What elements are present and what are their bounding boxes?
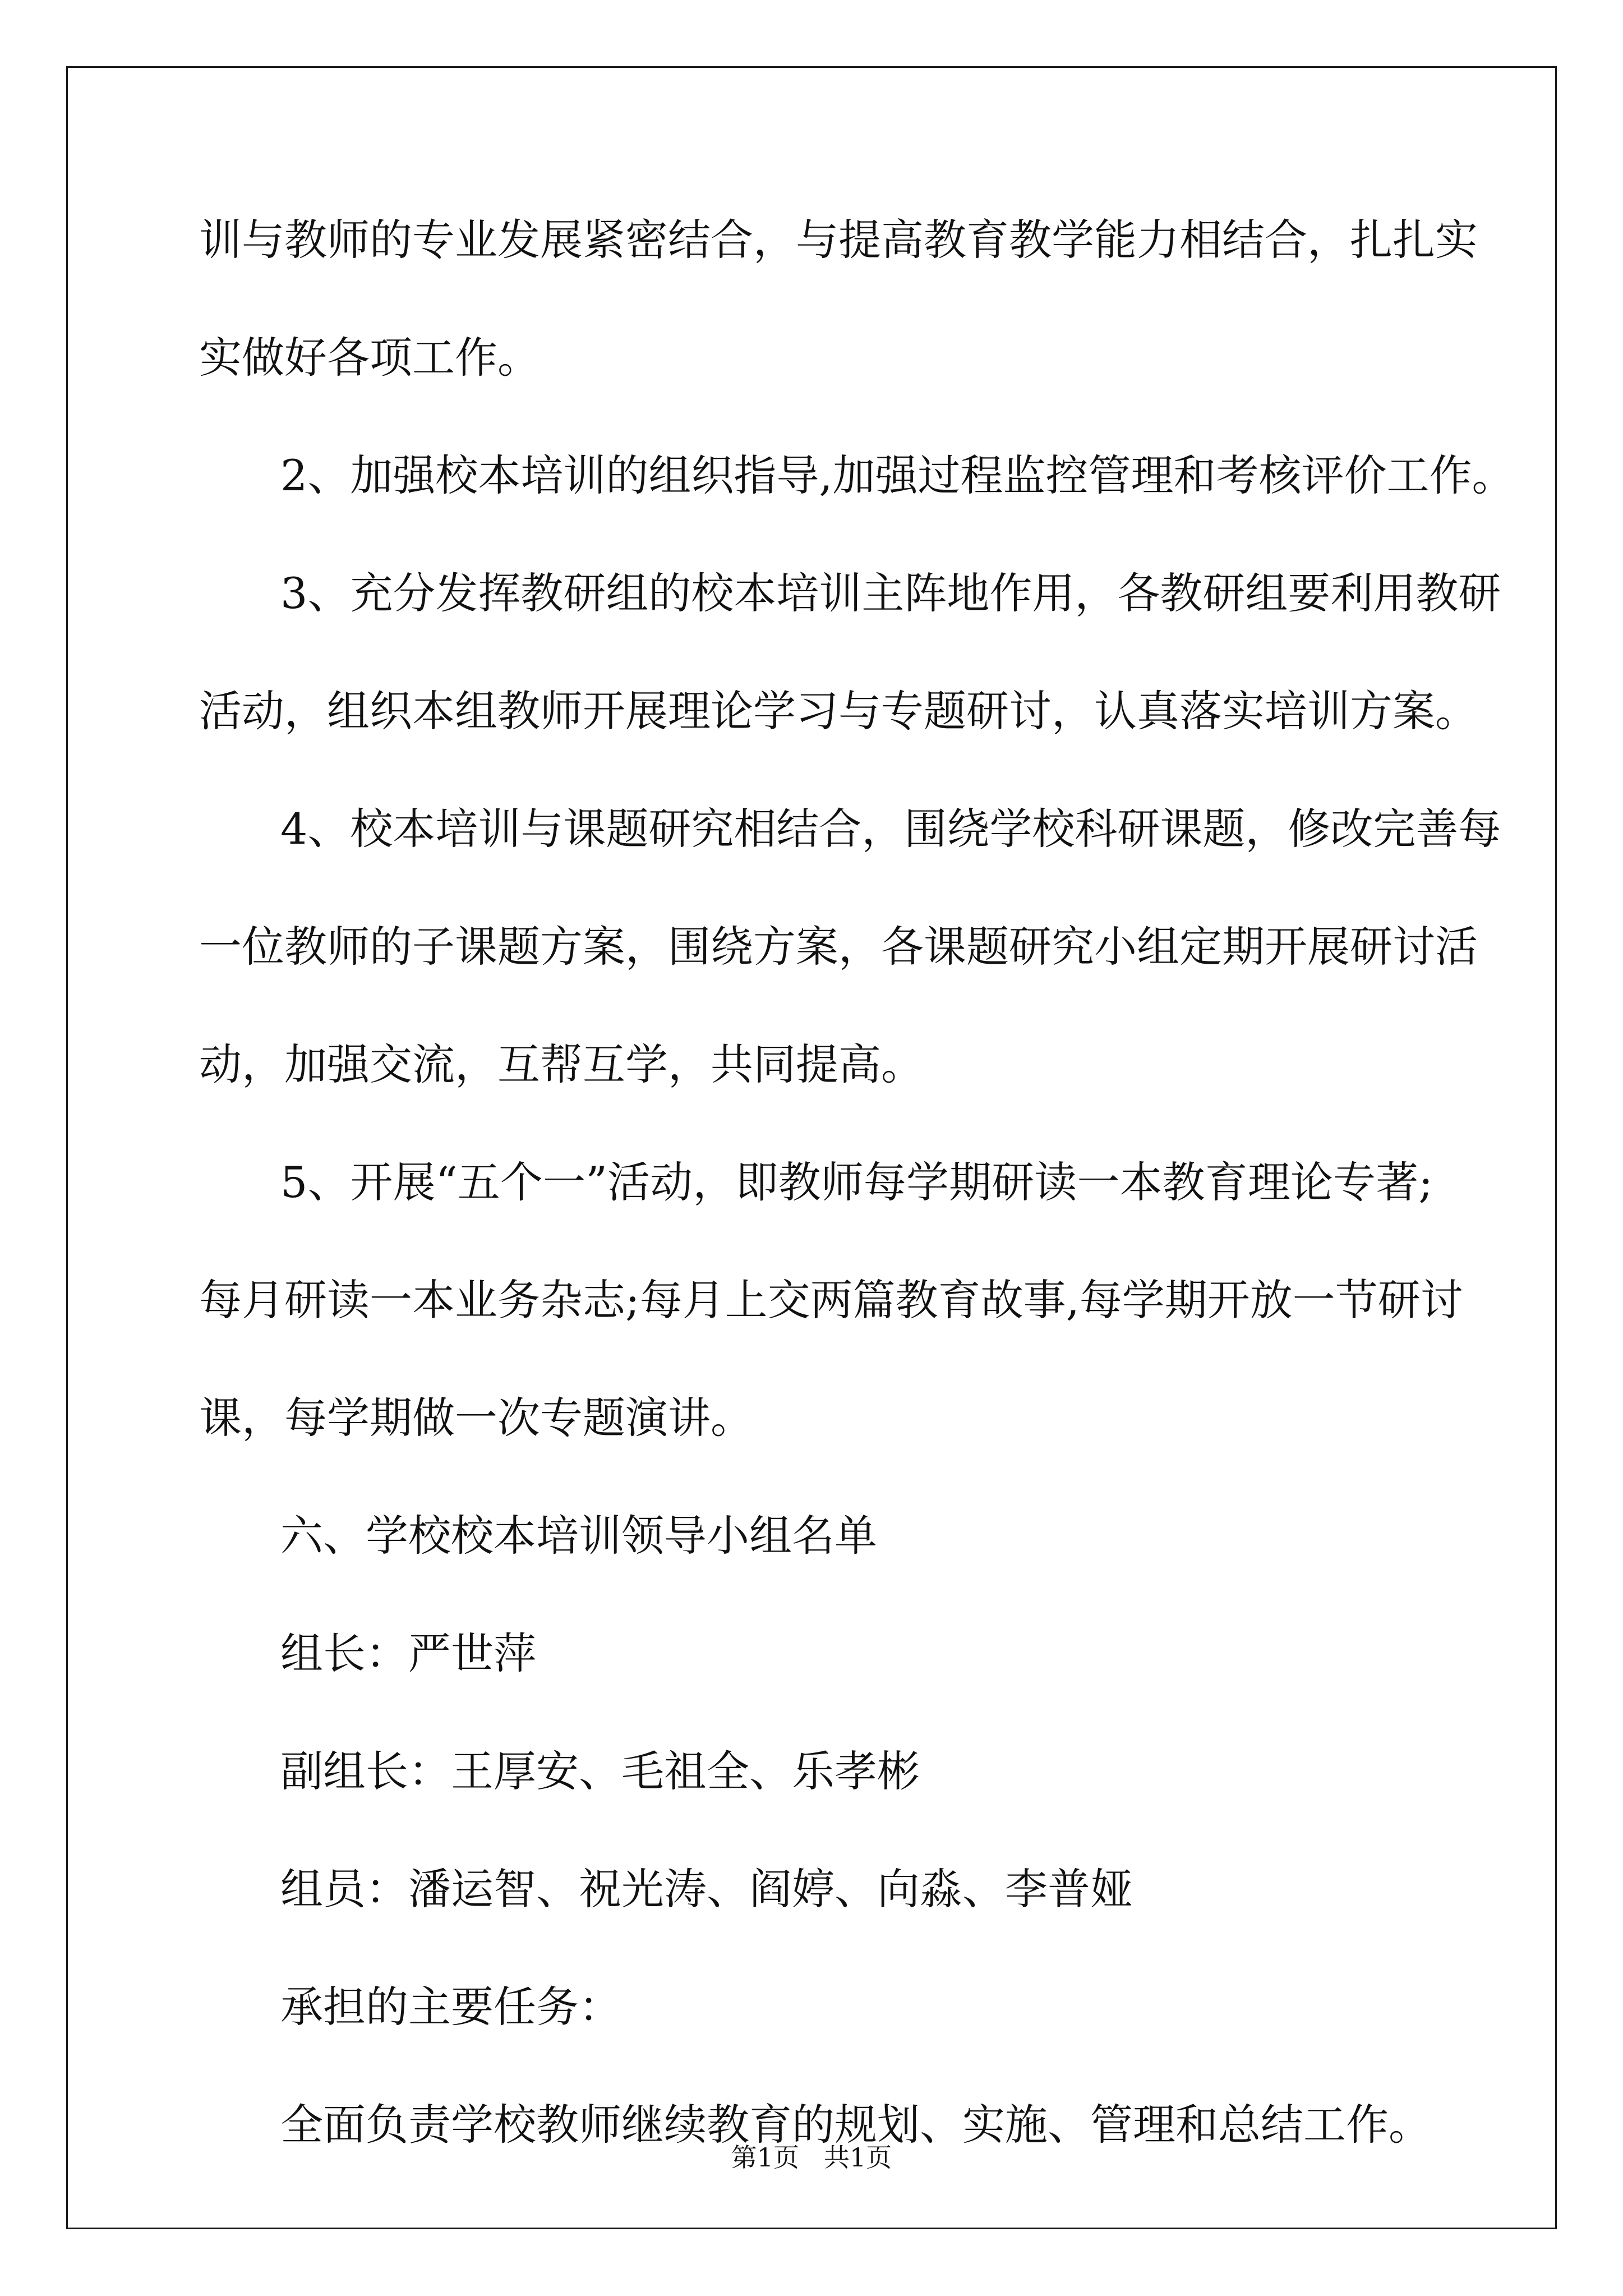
- leader-line: 组长：严世萍: [280, 1628, 536, 1678]
- paragraph-line: 2、加强校本培训的组织指导,加强过程监控管理和考核评价工作。: [280, 450, 1515, 500]
- members-line: 组员：潘运智、祝光涛、阎婷、向淼、李普娅: [280, 1864, 1133, 1914]
- page-number: 第1页: [731, 2142, 799, 2173]
- paragraph-line: 4、校本培训与课题研究相结合，围绕学校科研课题，修改完善每: [280, 804, 1501, 854]
- section-heading: 六、学校校本培训领导小组名单: [280, 1511, 877, 1561]
- tasks-line: 全面负责学校教师继续教育的规划、实施、管理和总结工作。: [280, 2100, 1431, 2150]
- tasks-heading: 承担的主要任务：: [280, 1982, 621, 2032]
- deputy-leaders-line: 副组长：王厚安、毛祖全、乐孝彬: [280, 1746, 920, 1796]
- paragraph-line: 一位教师的子课题方案，围绕方案，各课题研究小组定期开展研讨活: [199, 922, 1478, 972]
- paragraph-line: 5、开展“五个一”活动，即教师每学期研读一本教育理论专著;: [280, 1157, 1433, 1207]
- paragraph-line: 每月研读一本业务杂志;每月上交两篇教育故事,每学期开放一节研讨: [199, 1275, 1463, 1325]
- paragraph-line: 活动，组织本组教师开展理论学习与专题研讨，认真落实培训方案。: [199, 686, 1478, 736]
- paragraph-line: 动，加强交流，互帮互学，共同提高。: [199, 1039, 924, 1089]
- document-body: [199, 213, 1515, 2216]
- page-total: 共1页: [824, 2142, 892, 2173]
- page-footer: [0, 2137, 1623, 2174]
- paragraph-line: 训与教师的专业发展紧密结合，与提高教育教学能力相结合，扎扎实: [199, 215, 1478, 265]
- paragraph-line: 实做好各项工作。: [199, 333, 540, 383]
- paragraph-line: 课，每学期做一次专题演讲。: [199, 1393, 753, 1443]
- paragraph-line: 3、充分发挥教研组的校本培训主阵地作用，各教研组要利用教研: [280, 568, 1501, 618]
